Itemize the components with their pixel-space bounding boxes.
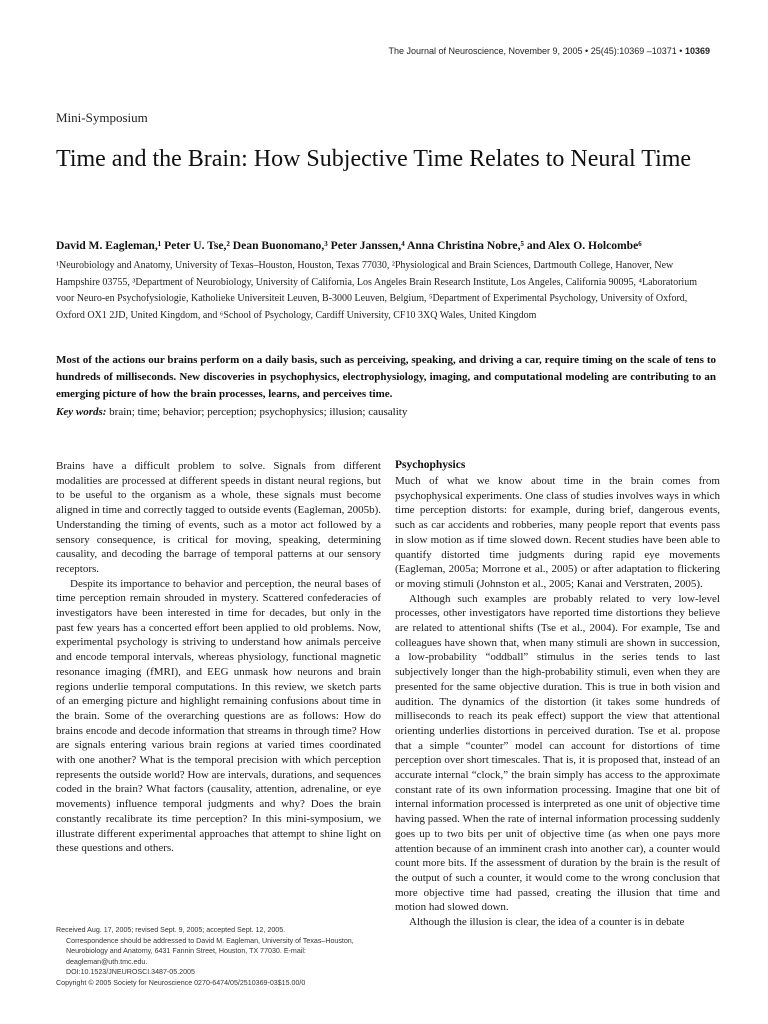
keywords [56, 406, 716, 418]
section-heading-psychophysics: Psychophysics [395, 459, 466, 471]
correspondence: Correspondence should be addressed to David M. Eagleman, University of Texas–Houston, Neurobiology and Anatomy, 6431 Fannin Street, Houston, TX 77030. E-mail: deagleman@uth.tmc.edu. [66, 936, 354, 966]
affiliations: ¹Neurobiology and Anatomy, University of Texas–Houston, Houston, Texas 77030, ²Physiological and Brain Sciences, Dartmouth College, Hanover, New Hampshire 03755, ³Department of Neurobiology, University of California, Los Angeles Brain Research Institute, Los Angeles, California 90095, ⁴Laboratorium voor Neuro-en Psychofysiologie, Katholieke Universiteit Leuven, B-3000 Leuven, Belgium, ⁵Department of Experimental Psychology, University of Oxford, Oxford OX1 2JD, United Kingdom, and ⁶School of Psychology, Cardiff University, CF10 3XQ Wales, United Kingdom [56, 260, 697, 321]
doi: DOI:10.1523/JNEUROSCI.3487-05.2005 [66, 968, 195, 976]
running-header [388, 46, 710, 56]
journal-citation: The Journal of Neuroscience, November 9, 2005 • 25(45):10369 –10371 • [388, 46, 683, 56]
copyright: Copyright © 2005 Society for Neuroscience 0270-6474/05/2510369-03$15.00/0 [56, 978, 306, 987]
left-column [56, 459, 381, 856]
psychophysics-paragraph-2: Although such examples are probably related to very low-level processes, other investigators have reported time distortions they believe are related to attentional shifts (Tse et al., 2004). For example, Tse and colleagues have shown that, when many stimuli are shown in succession, a low-probability “oddball” stimulus in the series tends to last subjectively longer than the high-probability stimuli, even when they are presented for the same objective duration. This is true in both vision and audition. The dynamics of the distortion (it takes some hundreds of milliseconds to reach its peak effect) support the view that attentional orienting underlies distortions in perceived duration. Tse et al. propose that a simple “counter” model can account for distortions of time perception over short timescales. That is, it is proposed that, instead of an accurate internal “clock,” the brain simply has access to the approximate constant rate of its own information processing. Imagine that one bit of internal information processed is interpreted as one unit of objective time having passed. When the rate of internal information processing suddenly goes up to two bits per unit of objective time (as when one pays more attention because of an imminent crash into another car), a counter would count more bits. If the assessment of duration by the brain is the result of the output of such a counter, it would come to the wrong conclusion that more objective time had passed, creating the illusion that time and motion had slowed down. [395, 592, 720, 914]
right-column [395, 474, 720, 930]
article-title: Time and the Brain: How Subjective Time Relates to Neural Time [56, 146, 692, 172]
psychophysics-paragraph-3: Although the illusion is clear, the idea of a counter is in debate [409, 916, 685, 929]
footnote [56, 925, 386, 988]
keywords-label: Key words: [56, 406, 107, 418]
page-number: 10369 [684, 46, 710, 56]
intro-paragraph-2: Despite its importance to behavior and perception, the neural bases of time perception remain shrouded in mystery. Scattered confederacies of investigators have been interested in time for decades, but only in the past few years has a concerted effort been applied to old problems. Now, experimental psychology is striving to understand how animals perceive and encode temporal intervals, whereas physiology, functional magnetic resonance imaging (fMRI), and EEG unmask how neurons and brain regions underlie temporal computations. In this review, we sketch parts of an emerging picture and highlight remaining confusions about time in the brain. Some of the overarching questions are as follows: How do brains encode and decode information that streams in through time? How are signals entering various brain regions at varied times coordinated with one another? What is the temporal precision with which perception represents the outside world? How are intervals, durations, and sequences coded in the brain? What factors (causality, attention, adrenaline, or eye movements) influence temporal judgments and why? Does the brain constantly recalibrate its time perception? In this mini-symposium, we illustrate different experimental approaches that attempt to shine light on these questions and others. [56, 577, 381, 855]
keywords-text: brain; time; behavior; perception; psychophysics; illusion; causality [106, 406, 408, 418]
abstract: Most of the actions our brains perform on a daily basis, such as perceiving, speaking, and driving a car, require timing on the scale of tens to hundreds of milliseconds. New discoveries in psychophysics, electrophysiology, imaging, and computational modeling are contributing to an emerging picture of how the brain processes, learns, and perceives time. [56, 354, 716, 400]
received-dates: Received Aug. 17, 2005; revised Sept. 9, 2005; accepted Sept. 12, 2005. [56, 926, 286, 934]
section-label: Mini-Symposium [56, 110, 148, 125]
author-list: David M. Eagleman,¹ Peter U. Tse,² Dean Buonomano,³ Peter Janssen,⁴ Anna Christina Nobre,⁵ and Alex O. Holcombe⁶ [56, 239, 642, 252]
intro-paragraph-1: Brains have a difficult problem to solve. Signals from different modalities are processed at different speeds in distant neural regions, but to be useful to the organism as a whole, these signals must become aligned in time and correctly tagged to outside events (Eagleman, 2005b). Understanding the timing of events, such as a motor act followed by a sensory consequence, is critical for moving, speaking, determining causality, and decoding the barrage of temporal patterns at our sensory receptors. [56, 460, 382, 575]
psychophysics-paragraph-1: Much of what we know about time in the brain comes from psychophysical experiments. One class of studies involves ways in which time perception distorts: for example, during brief, dangerous events, such as car accidents and robberies, many people report that events pass in slow motion as if time slowed down. Recent studies have been able to quantify distorted time judgments during rapid eye movements (Eagleman, 2005a; Morrone et al., 2005) or after adaptation to flickering or moving stimuli (Johnston et al., 2005; Kanai and Verstraten, 2005). [395, 475, 720, 590]
